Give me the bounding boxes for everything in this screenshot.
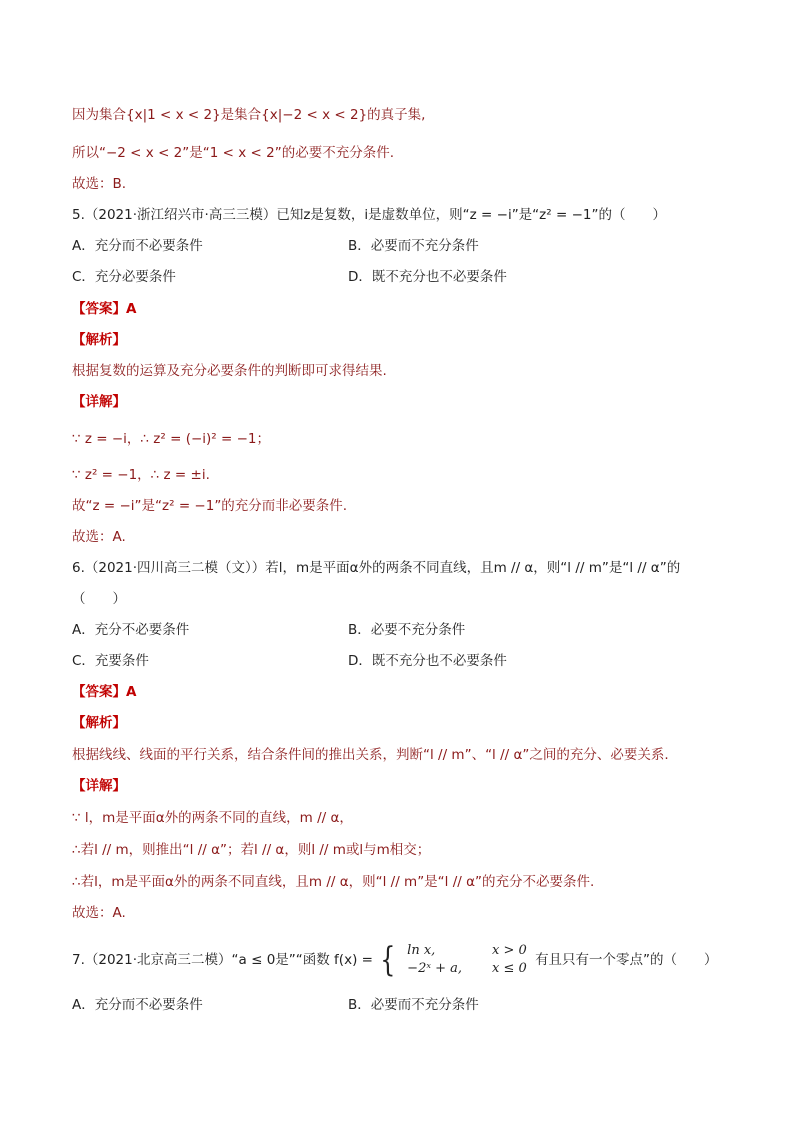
- q6-option-a: A．充分不必要条件: [72, 622, 190, 638]
- q5-option-d: D．既不充分也不必要条件: [348, 269, 507, 285]
- q6-stem: 6.（2021·四川高三二模（文））若l，m是平面α外的两条不同直线，且m // α，则“l // m”是“l // α”的: [72, 560, 681, 576]
- case-2-expression: −2ˣ + a,: [407, 961, 462, 976]
- q5-option-b: B．必要而不充分条件: [348, 238, 479, 254]
- q6-detail-line-3: ∴若l，m是平面α外的两条不同直线，且m // α，则“l // m”是“l // α”的充分不必要条件.: [72, 874, 595, 890]
- q6-detail-line-2: ∴若l // m，则推出“l // α”；若l // α，则l // m或l与m相交；: [72, 842, 431, 858]
- q7-option-b: B．必要而不充分条件: [348, 997, 479, 1013]
- q6-option-c: C．充要条件: [72, 653, 149, 669]
- q5-analysis-text: 根据复数的运算及充分必要条件的判断即可求得结果.: [72, 363, 387, 379]
- q5-stem: 5.（2021·浙江绍兴市·高三三模）已知z是复数，i是虚数单位，则“z = −i”是“z² = −1”的（ ）: [72, 207, 666, 223]
- q6-detail-label: 【详解】: [72, 778, 126, 794]
- q5-option-c: C．充分必要条件: [72, 269, 176, 285]
- q5-detail-line-1: ∵ z = −i，∴ z² = (−i)² = −1；: [72, 431, 270, 447]
- q6-analysis-label: 【解析】: [72, 715, 126, 731]
- q6-answer: 故选：A.: [72, 905, 126, 921]
- piecewise-function: [403, 942, 531, 978]
- q6-stem-continuation: （ ）: [72, 591, 126, 607]
- q5-detail-line-3: 故“z = −i”是“z² = −1”的充分而非必要条件.: [72, 498, 348, 514]
- q6-option-d: D．既不充分也不必要条件: [348, 653, 507, 669]
- q5-option-a: A．充分而不必要条件: [72, 238, 203, 254]
- q6-answer-label: 【答案】A: [72, 684, 137, 700]
- case-2-condition: x ≤ 0: [492, 961, 527, 976]
- q5-answer-label: 【答案】A: [72, 301, 137, 317]
- q7-stem-before: 7.（2021·北京高三二模）“a ≤ 0是”“函数 f(x) =: [72, 952, 373, 968]
- q5-answer: 故选：A.: [72, 529, 126, 545]
- q7-stem: [72, 940, 718, 980]
- left-brace: {: [380, 940, 396, 980]
- q7-option-a: A．充分而不必要条件: [72, 997, 203, 1013]
- q5-detail-label: 【详解】: [72, 394, 126, 410]
- q6-option-b: B．必要不充分条件: [348, 622, 466, 638]
- q5-detail-line-2: ∵ z² = −1，∴ z = ±i.: [72, 467, 210, 483]
- prev-solution-line-1: 因为集合{x|1 < x < 2}是集合{x|−2 < x < 2}的真子集,: [72, 107, 426, 123]
- q7-stem-after: 有且只有一个零点”的（ ）: [535, 952, 718, 968]
- prev-answer: 故选：B.: [72, 176, 127, 192]
- q6-detail-line-1: ∵ l，m是平面α外的两条不同的直线，m // α，: [72, 810, 353, 826]
- case-1-expression: ln x,: [407, 943, 436, 958]
- prev-solution-line-2: 所以“−2 < x < 2”是“1 < x < 2”的必要不充分条件.: [72, 145, 394, 161]
- q6-analysis-text: 根据线线、线面的平行关系，结合条件间的推出关系，判断“l // m”、“l // α”之间的充分、必要关系.: [72, 747, 669, 763]
- q5-analysis-label: 【解析】: [72, 332, 126, 348]
- case-1-condition: x > 0: [492, 943, 527, 958]
